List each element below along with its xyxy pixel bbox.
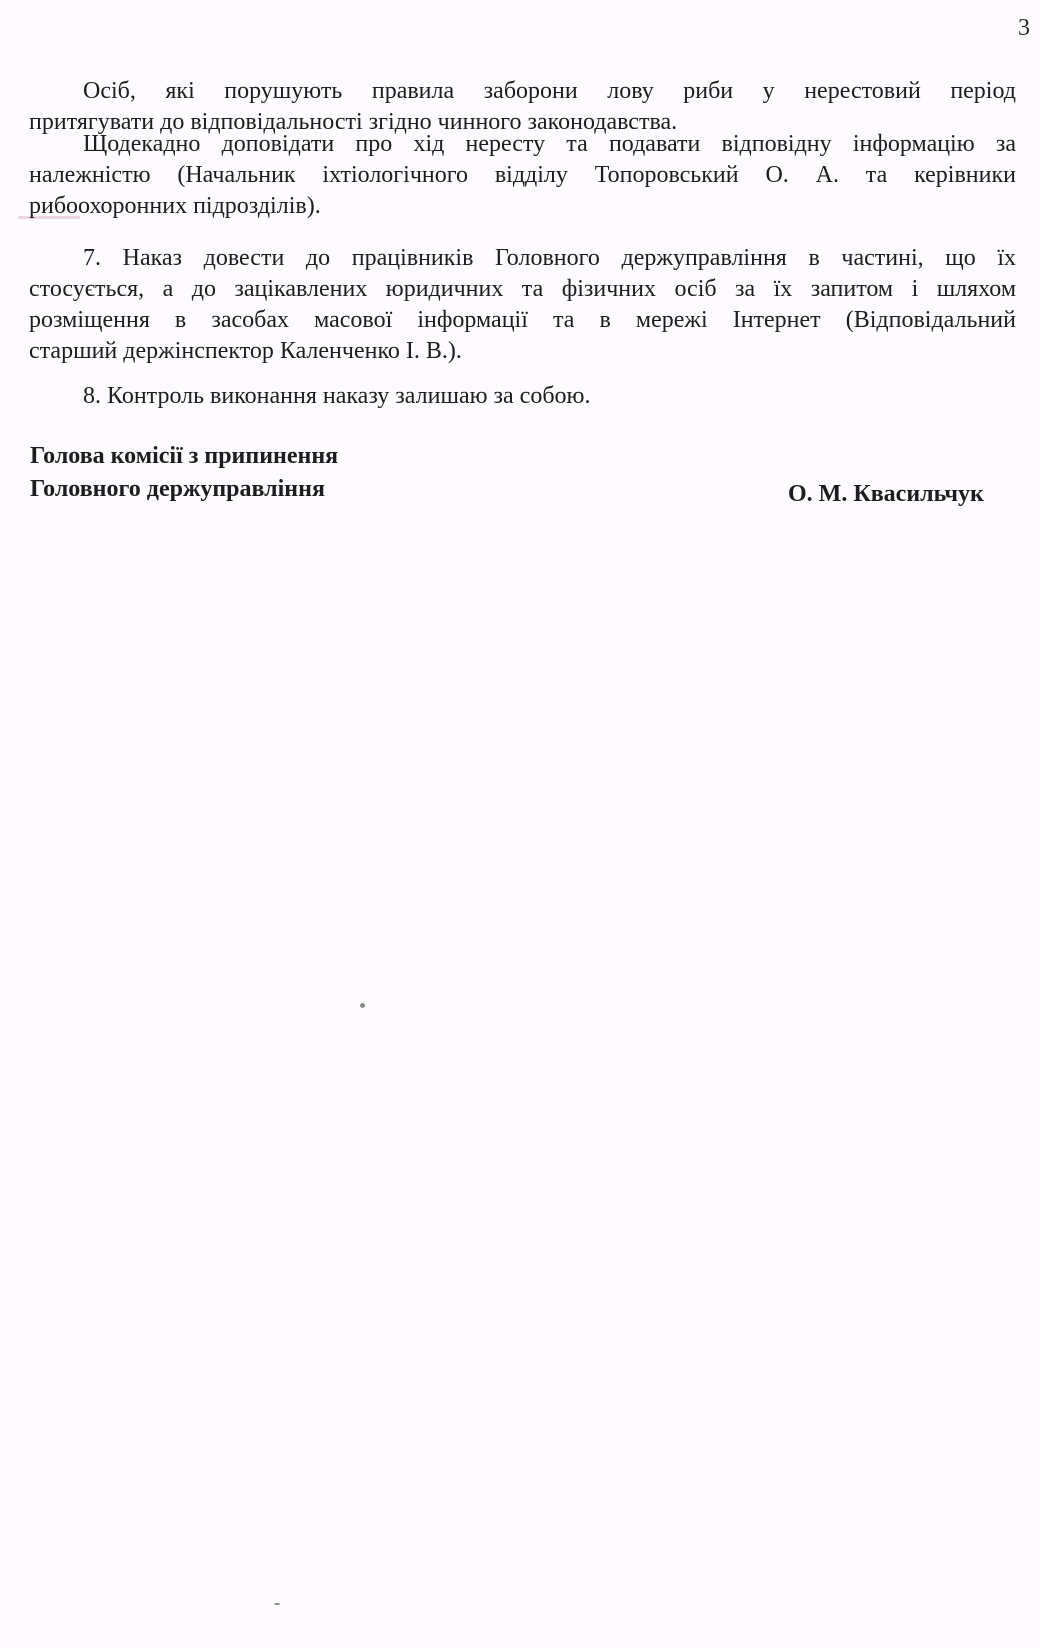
paragraph-line: стосується, а до зацікавлених юридичних та фізичних осіб за їх запитом і шляхом [29,276,1016,302]
paragraph-reporting [0,129,1016,222]
paragraph-line: старший держінспектор Каленченко І. В.). [29,338,462,364]
paragraph-item-7 [0,243,1016,367]
paragraph-line: розміщення в засобах масової інформації та в мережі Інтернет (Відповідальний [29,307,1016,333]
paragraph-line: Осіб, які порушують правила заборони лову риби у нерестовий період [83,78,1016,104]
signature-title-line-2: Головного держуправління [30,476,325,502]
paragraph-item-8 [0,381,1016,412]
paragraph-line: рибоохоронних підрозділів). [29,193,321,219]
paragraph-line: 7. Наказ довести до працівників Головного держуправління в частині, що їх [83,245,1016,271]
paper-speck [274,1603,280,1605]
paragraph-line: Щодекадно доповідати про хід нересту та подавати відповідну інформацію за [83,131,1016,157]
paragraph-line: належністю (Начальник іхтіологічного відділу Топоровський О. А. та керівники [29,162,1016,188]
paragraph-line: притягувати до відповідальності згідно чинного законодавства. [29,109,678,135]
signature-title-line-1: Голова комісії з припинення [30,443,339,469]
paper-speck [360,1003,365,1008]
page-number: 3 [1018,15,1030,41]
signer-name: О. М. Квасильчук [788,481,984,507]
paragraph-line: 8. Контроль виконання наказу залишаю за собою. [83,383,591,409]
